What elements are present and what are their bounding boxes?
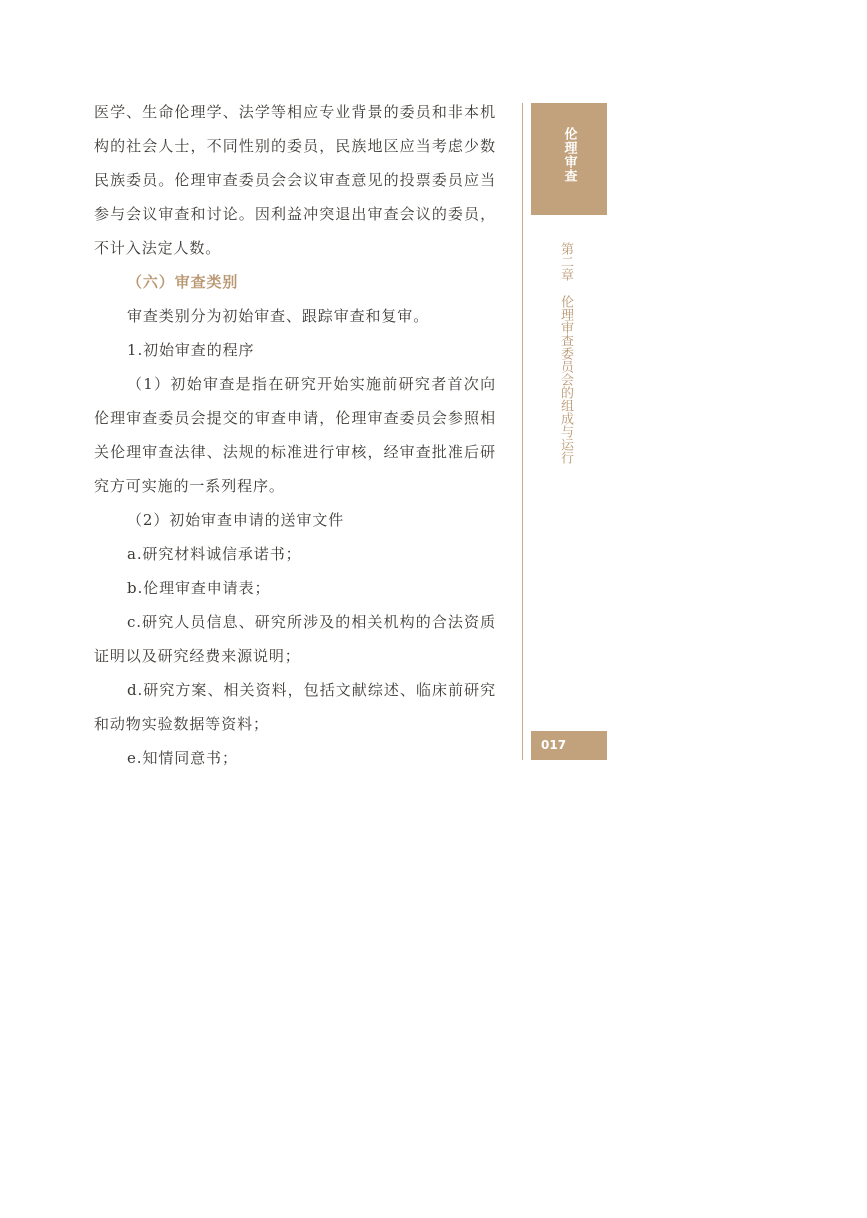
section-tab [531, 103, 607, 215]
paragraph: （1）初始审查是指在研究开始实施前研究者首次向伦理审查委员会提交的审查申请，伦理审查委员会参照相关伦理审查法律、法规的标准进行审核，经审查批准后研究方可实施的一系列程序。 [94, 375, 496, 495]
list-heading: （2）初始审查申请的送审文件 [127, 511, 345, 529]
list-item: e.知情同意书； [127, 749, 238, 767]
body-text [94, 95, 496, 775]
list-item: a.研究材料诚信承诺书； [127, 545, 302, 563]
list-item: c.研究人员信息、研究所涉及的相关机构的合法资质证明以及研究经费来源说明； [94, 613, 496, 665]
section-tab-label: 伦理审查 [561, 127, 577, 183]
chapter-label: 第二章 [558, 242, 573, 281]
list-item: d.研究方案、相关资料，包括文献综述、临床前研究和动物实验数据等资料； [94, 681, 496, 733]
sidebar-divider [522, 103, 523, 760]
section-heading: （六）审查类别 [127, 273, 239, 291]
paragraph: 医学、生命伦理学、法学等相应专业背景的委员和非本机构的社会人士，不同性别的委员，民族地区应当考虑少数民族委员。伦理审查委员会会议审查意见的投票委员应当参与会议审查和讨论。因利益冲突退出审查会议的委员，不计入法定人数。 [94, 103, 496, 257]
chapter-title: 伦理审查委员会的组成与运行 [558, 295, 573, 464]
paragraph: 审查类别分为初始审查、跟踪审查和复审。 [127, 307, 430, 325]
chapter-running-head [555, 242, 575, 464]
list-item: b.伦理审查申请表； [127, 579, 271, 597]
subsection-heading: 1.初始审查的程序 [127, 341, 255, 359]
page-number: 017 [531, 731, 607, 760]
